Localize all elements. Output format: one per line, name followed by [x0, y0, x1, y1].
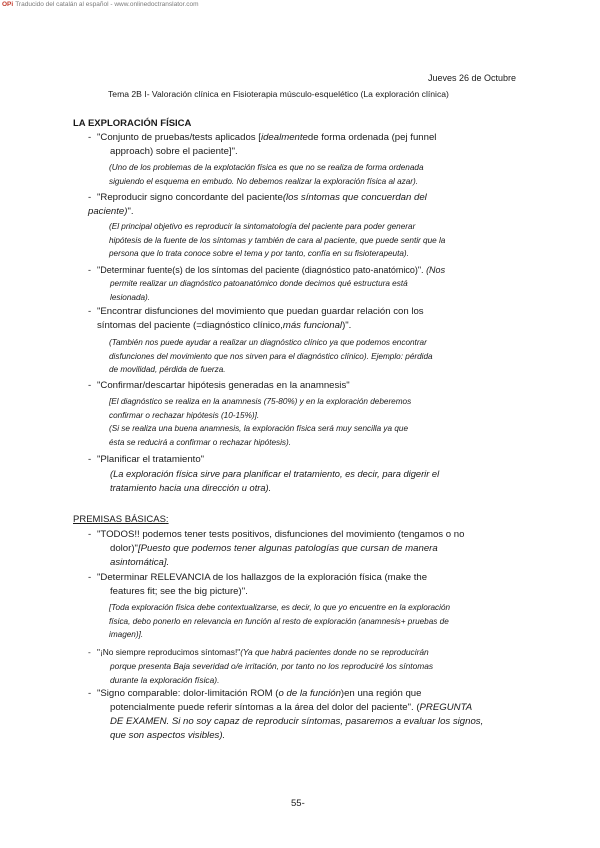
document-date: Jueves 26 de Octubre [428, 73, 517, 83]
page-number: 55- [291, 798, 305, 809]
bullet-item: - "¡No siempre reproducimos síntomas!"(Ya que habrá pacientes donde no se reproducirán porque presenta Baja severidad o/e irritación, por tanto no los reproduciré los síntomas durante la exploración física). [88, 647, 434, 685]
bullet-item: - "Signo comparable: dolor-limitación ROM (o de la función)en una región que potencialmente puede referir síntomas a la área del dolor del paciente". (PREGUNTA DE EXAMEN. Si no soy capaz de reproducir síntomas, pasaremos a evaluar los signos, que son aspectos visibles). [88, 688, 484, 741]
translator-text: Traducido del catalán al español - www.onlinedoctranslator.com [15, 1, 199, 8]
note: (El principal objetivo es reproducir la sintomatología del paciente para poder generar hipótesis de la fuente de los síntomas y también de cara al paciente, que puede sentir que la persona que lo trata conoce sobre el tema y por tanto, confía en su fisioterapeuta). [109, 222, 446, 258]
bullet-item: - "Reproducir signo concordante del paciente(los síntomas que concuerdan del paciente)". [88, 192, 427, 217]
bullet-item: - "Determinar fuente(s) de los síntomas del paciente (diagnóstico pato-anatómico)". (Nos permite realizar un diagnóstico patoanatómico donde decimos qué estructura está lesionada). [88, 265, 446, 302]
note: (Uno de los problemas de la explotación física es que no se realiza de forma ordenada siguiendo el esquema en embudo. No debemos realizar la exploración física al azar). [109, 163, 424, 186]
note: [El diagnóstico se realiza en la anamnesis (75-80%) y en la exploración deberemos confirmar o rechazar hipótesis (10-15%)]. (Si se realiza una buena anamnesis, la exploración física será muy sencilla ya que ésta se reducirá a confirmar o rechazar hipótesis). [109, 397, 412, 447]
translator-banner [2, 1, 199, 8]
section-title-premisas: PREMISAS BÁSICAS: [73, 514, 169, 525]
bullet-item: - "Confirmar/descartar hipótesis generadas en la anamnesis" [88, 380, 350, 391]
translator-logo: OPi [2, 1, 14, 8]
note: [Toda exploración física debe contextualizarse, es decir, lo que yo encuentre en la exploración física, debo ponerlo en relevancia en función al resto de exploración (anamnesis+ pruebas de imagen)]. [109, 603, 451, 639]
note: (También nos puede ayudar a realizar un diagnóstico clínico ya que podemos encontrar disfunciones del movimiento que nos sirven para el diagnóstico clínico). Ejemplo: pérdida de movilidad, pérdida de fuerza. [109, 338, 433, 374]
bullet-item: - "Determinar RELEVANCIA de los hallazgos de la exploración física (make the features fit; see the big picture)". [88, 572, 428, 597]
bullet-item: - "Conjunto de pruebas/tests aplicados [idealmentede forma ordenada (pej funnel approach) sobre el paciente]". [88, 132, 437, 157]
bullet-item: - "TODOS!! podemos tener tests positivos, disfunciones del movimiento (tengamos o no dolor)"[Puesto que podemos tener algunas patologías que cursan de manera asintomática]. [88, 529, 465, 568]
bullet-item: - "Encontrar disfunciones del movimiento que puedan guardar relación con los síntomas del paciente (=diagnóstico clínico,más funcional)". [88, 306, 424, 331]
bullet-item: - "Planificar el tratamiento" (La exploración física sirve para planificar el tratamiento, es decir, para digerir el tratamiento hacia una dirección u otra). [88, 454, 440, 493]
topic-title: Tema 2B I- Valoración clínica en Fisioterapia músculo-esquelético (La exploración clínica) [108, 89, 449, 99]
section-title-exploracion: LA EXPLORACIÓN FÍSICA [73, 118, 192, 129]
